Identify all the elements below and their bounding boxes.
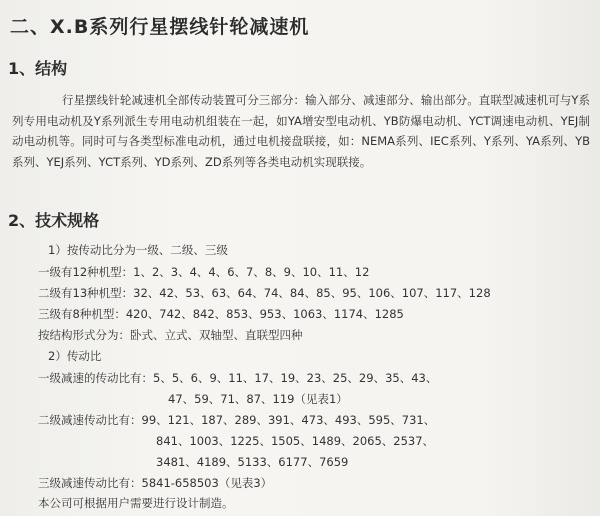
section-structure-heading: 1、结构 [8, 59, 68, 78]
specs-stage1-models: 一级有12种机型：1、2、3、4、4、6、7、8、9、10、11、12 [38, 265, 370, 279]
specs-ratio-stage2-line2: 841、1003、1225、1505、1489、2065、2537、 [156, 434, 435, 448]
specs-stage3-models: 三级有8种机型：420、742、842、853、953、1063、1174、1285 [38, 307, 404, 321]
specs-ratio-stage2-line3: 3481、4189、5133、6177、7659 [156, 455, 349, 469]
specs-stage2-models: 二级有13种机型：32、42、53、63、64、74、84、85、95、106、107、117、128 [38, 286, 491, 300]
specs-sub-heading-ratio: 2）传动比 [48, 349, 102, 363]
specs-ratio-stage1-line2: 47、59、71、87、119（见表1） [168, 392, 348, 406]
specs-sub-heading-stages: 1）按传动比分为一级、二级、三级 [48, 243, 228, 257]
footer-note: 本公司可根据用户需要进行设计制造。 [38, 496, 234, 510]
specs-structure-forms: 按结构形式分为：卧式、立式、双轴型、直联型四种 [38, 328, 303, 342]
section-structure-body: 行星摆线针轮减速机全部传动装置可分三部分：输入部分、减速部分、输出部分。直联型减速机可与Y系列专用电动机及Y系列派生专用电动机组装在一起，如YA增安型电动机、YB防爆电动机、YCT调速电动机、YEJ制动电动机等。同时可与各类型标准电动机，通过电机接盘联接，如：NEMA系列、IEC系列、Y系列、YA系列、YB系列、YEJ系列、YCT系列、YD系列、ZD系列等各类电动机实现联接。 [12, 93, 590, 169]
page-title: 二、X.B系列行星摆线针轮减速机 [10, 16, 310, 38]
specs-ratio-stage3: 三级减速传动比有：5841-658503（见表3） [38, 476, 273, 490]
specs-ratio-stage2-line1: 二级减速传动比有：99、121、187、289、391、473、493、595、731、 [38, 413, 436, 427]
specs-ratio-stage1-line1: 一级减速的传动比有：5、5、6、9、11、17、19、23、25、29、35、43、 [38, 371, 438, 385]
section-specs-heading: 2、技术规格 [8, 211, 100, 230]
